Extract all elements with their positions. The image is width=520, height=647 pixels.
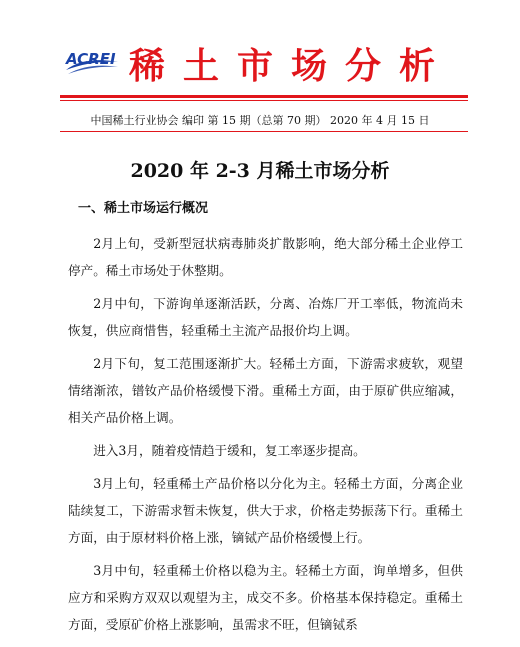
masthead-title: 稀土市场分析 <box>129 46 454 87</box>
section-heading: 一、稀土市场运行概况 <box>78 201 209 216</box>
masthead <box>0 0 520 127</box>
acrei-logo <box>64 50 120 76</box>
logo-text: ACREI <box>66 50 116 68</box>
paragraph: 2月中旬，下游询单逐渐活跃，分离、冶炼厂开工率低，物流尚未恢复，供应商惜售，轻重稀土主流产品报价均上调。 <box>68 296 463 338</box>
masthead-rule-thick <box>60 95 468 98</box>
document-title: 2020 年 2-3 月稀土市场分析 <box>130 160 390 182</box>
masthead-rule-thin <box>60 100 468 101</box>
paragraph: 3月上旬，轻重稀土产品价格以分化为主。轻稀土方面，分离企业陆续复工，下游需求暂未恢复，供大于求，价格走势振荡下行。重稀土方面，由于原材料价格上涨，镝铽产品价格缓慢上行。 <box>68 476 463 545</box>
issue-rule <box>60 131 468 132</box>
issue-info-line: 中国稀土行业协会 编印 第 15 期（总第 70 期） 2020 年 4 月 15 日 <box>90 114 430 127</box>
paragraph: 3月中旬，轻重稀土价格以稳为主。轻稀土方面，询单增多，但供应方和采购方双双以观望为主，成交不多。价格基本保持稳定。重稀土方面，受原矿价格上涨影响，虽需求不旺，但镝铽系 <box>68 563 463 632</box>
paragraph: 2月上旬，受新型冠状病毒肺炎扩散影响，绝大部分稀土企业停工停产。稀土市场处于休整期。 <box>68 236 463 278</box>
paragraph: 进入3月，随着疫情趋于缓和，复工率逐步提高。 <box>93 443 366 458</box>
document-body <box>68 198 463 644</box>
paragraph: 2月下旬，复工范围逐渐扩大。轻稀土方面，下游需求疲软，观望情绪渐浓，镨钕产品价格缓慢下滑。重稀土方面，由于原矿供应缩减，相关产品价格上调。 <box>68 356 463 425</box>
